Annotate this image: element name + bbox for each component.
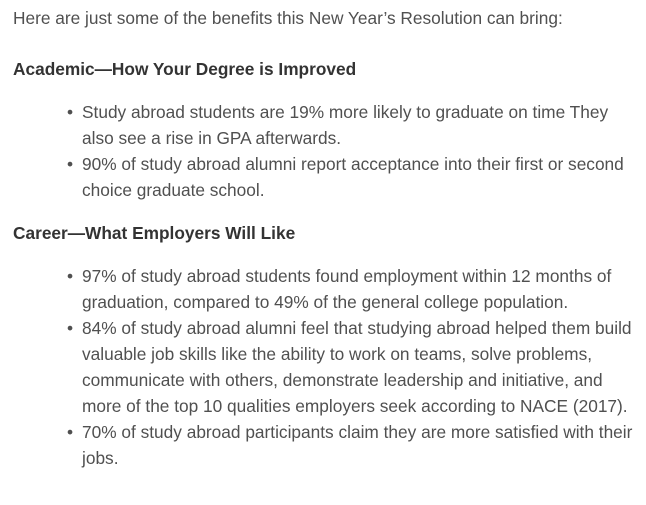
list-item — [66, 419, 638, 471]
bullet-icon: • — [66, 102, 74, 122]
bullet-icon: • — [66, 154, 74, 174]
academic-benefits-list — [66, 99, 638, 203]
bullet-icon: • — [66, 422, 74, 442]
list-item — [66, 151, 638, 203]
list-item-text: Study abroad students are 19% more likely to graduate on time They also see a rise in GPA afterwards. — [82, 102, 609, 148]
intro-paragraph: Here are just some of the benefits this New Year’s Resolution can bring: — [13, 8, 563, 28]
list-item — [66, 99, 638, 151]
section-heading-academic: Academic—How Your Degree is Improved — [13, 59, 357, 79]
list-item-text: 70% of study abroad participants claim they are more satisfied with their jobs. — [82, 422, 633, 468]
list-item-text: 97% of study abroad students found employment within 12 months of graduation, compared to 49% of the general college population. — [82, 266, 612, 312]
section-heading-career: Career—What Employers Will Like — [13, 223, 296, 243]
list-item-text: 84% of study abroad alumni feel that studying abroad helped them build valuable job skills like the ability to work on teams, solve problems, communicate with others, demonstrate leadership and initiative, and more of the top 10 qualities employers seek according to NACE (2017). — [82, 318, 632, 416]
list-item — [66, 263, 638, 315]
career-benefits-list — [66, 263, 638, 471]
list-item — [66, 315, 638, 419]
bullet-icon: • — [66, 266, 74, 286]
list-item-text: 90% of study abroad alumni report acceptance into their first or second choice graduate school. — [82, 154, 624, 200]
bullet-icon: • — [66, 318, 74, 338]
